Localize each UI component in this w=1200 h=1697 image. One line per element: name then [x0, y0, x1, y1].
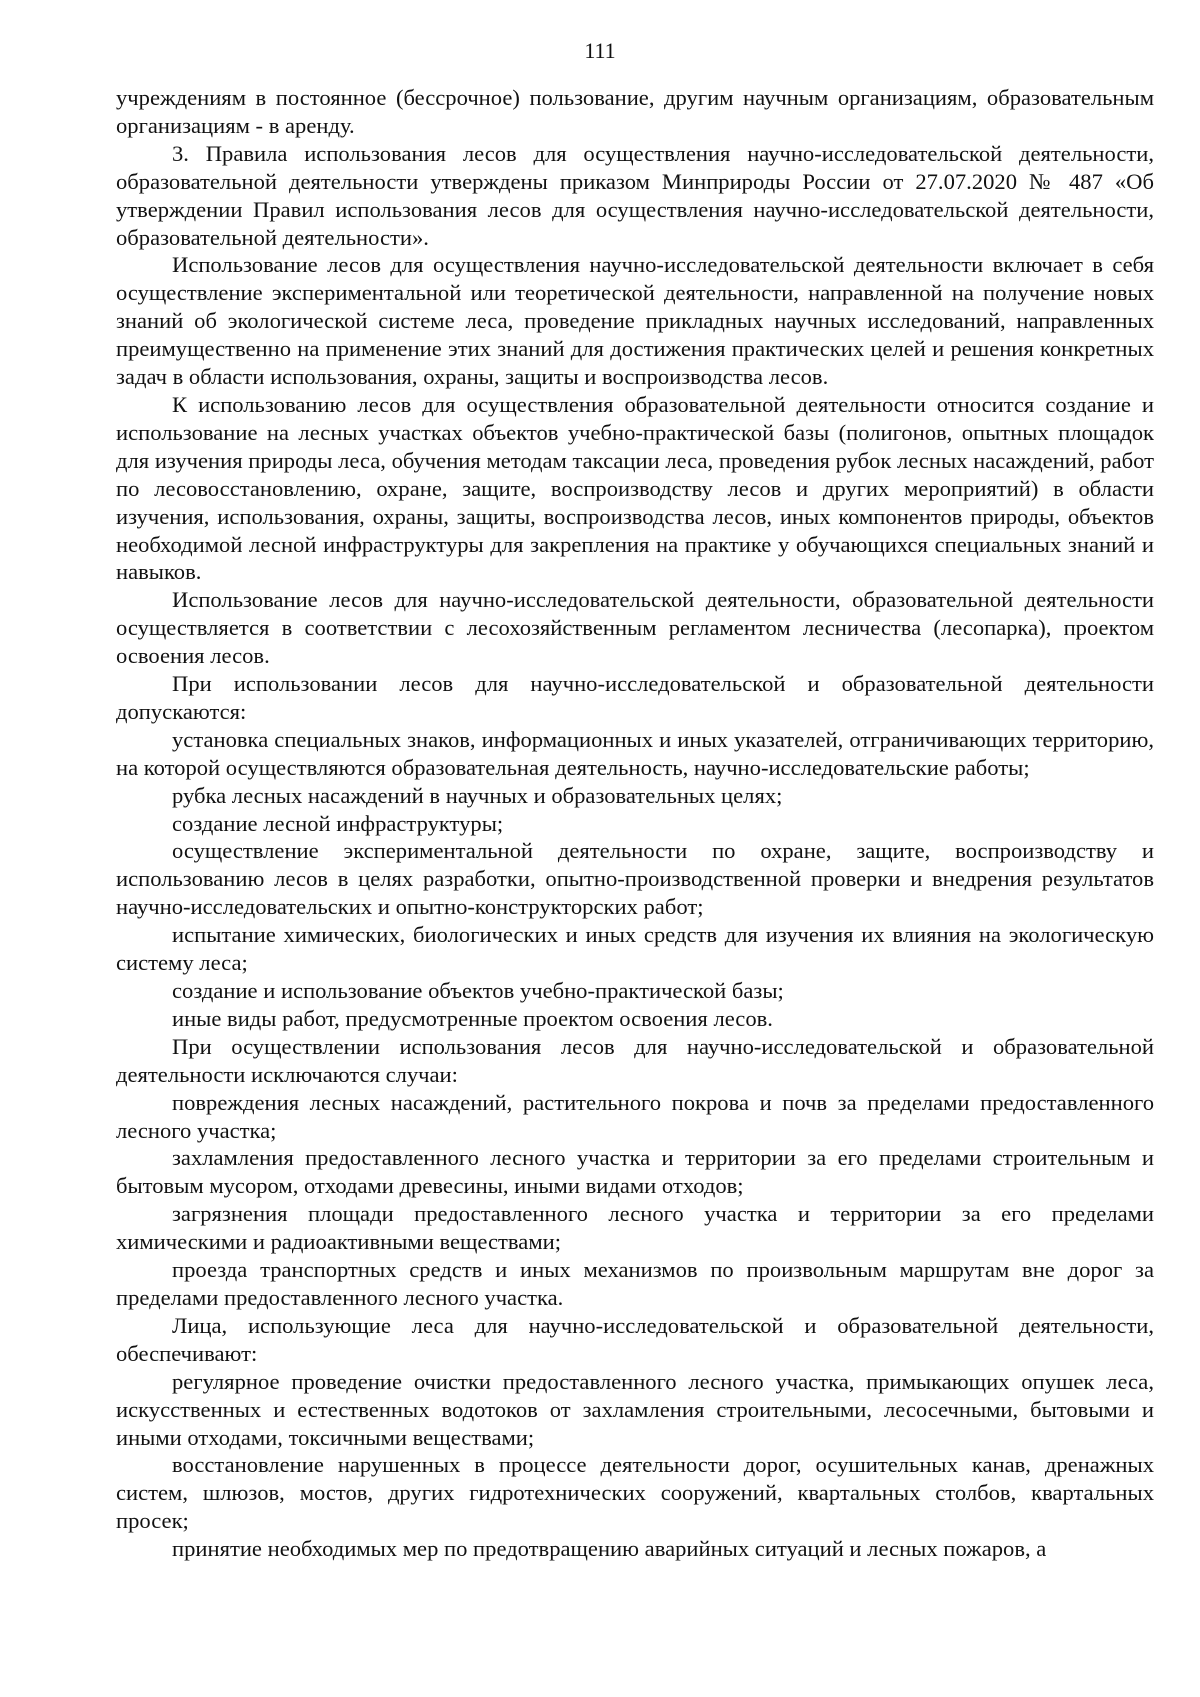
paragraph-regulations: Использование лесов для научно-исследовательской деятельности, образовательной деятельности осуществляется в соответствии с лесохозяйственным регламентом лесничества (лесопарка), проектом освоения лесов. [116, 587, 1154, 669]
list-item-obligation: принятие необходимых мер по предотвращению аварийных ситуаций и лесных пожаров, а [172, 1536, 1047, 1562]
page-number: 111 [584, 38, 616, 63]
paragraph-rules-approval: 3. Правила использования лесов для осуществления научно-исследовательской деятельности, образовательной деятельности утверждены приказом Минприроды России от 27.07.2020 № 487 «Об утверждении Правил использования лесов для осуществления научно-исследовательской деятельности, образовательной деятельности». [116, 140, 1154, 250]
paragraph-obligations-intro: Лица, использующие леса для научно-исследовательской и образовательной деятельности, обеспечивают: [116, 1312, 1154, 1366]
list-item-allowed: испытание химических, биологических и иных средств для изучения их влияния на экологическую систему леса; [116, 922, 1154, 976]
paragraph-educational-use: К использованию лесов для осуществления образовательной деятельности относится создание и использование на лесных участках объектов учебно-практической базы (полигонов, опытных площадок для изучения природы леса, обучения методам таксации леса, проведения рубок лесных насаждений, работ по лесовосстановлению, охране, защите, воспроизводству лесов и других мероприятий) в области изучения, использования, охраны, защиты, воспроизводства лесов, иных компонентов природы, объектов необходимой лесной инфраструктуры для закрепления на практике у обучающихся специальных знаний и навыков. [116, 391, 1154, 585]
list-item-allowed: иные виды работ, предусмотренные проектом освоения лесов. [172, 1005, 773, 1031]
document-body [116, 84, 1154, 1563]
list-item-allowed: создание и использование объектов учебно-практической базы; [172, 978, 784, 1003]
list-item-excluded: захламления предоставленного лесного участка и территории за его пределами строительным и бытовым мусором, отходами древесины, иными видами отходов; [116, 1145, 1154, 1199]
list-item-allowed: установка специальных знаков, информационных и иных указателей, отграничивающих территорию, на которой осуществляются образовательная деятельность, научно-исследовательские работы; [116, 726, 1154, 780]
paragraph-continuation: учреждениям в постоянное (бессрочное) пользование, другим научным организациям, образовательным организациям - в аренду. [116, 85, 1154, 138]
paragraph-excluded-intro: При осуществлении использования лесов для научно-исследовательской и образовательной деятельности исключаются случаи: [116, 1033, 1154, 1087]
list-item-allowed: осуществление экспериментальной деятельности по охране, защите, воспроизводству и использованию лесов в целях разработки, опытно-производственной проверки и внедрения результатов научно-исследовательских и опытно-конструкторских работ; [116, 838, 1154, 920]
list-item-allowed: создание лесной инфраструктуры; [172, 810, 504, 836]
list-item-excluded: повреждения лесных насаждений, растительного покрова и почв за пределами предоставленного лесного участка; [116, 1089, 1154, 1143]
list-item-excluded: проезда транспортных средств и иных механизмов по произвольным маршрутам вне дорог за пределами предоставленного лесного участка. [116, 1257, 1154, 1310]
paragraph-allowed-intro: При использовании лесов для научно-исследовательской и образовательной деятельности допускаются: [116, 671, 1154, 724]
list-item-excluded: загрязнения площади предоставленного лесного участка и территории за его пределами химическими и радиоактивными веществами; [116, 1201, 1154, 1255]
list-item-obligation: восстановление нарушенных в процессе деятельности дорог, осушительных канав, дренажных систем, шлюзов, мостов, других гидротехнических сооружений, квартальных столбов, квартальных просек; [116, 1452, 1154, 1534]
list-item-allowed: рубка лесных насаждений в научных и образовательных целях; [172, 782, 783, 808]
list-item-obligation: регулярное проведение очистки предоставленного лесного участка, примыкающих опушек леса, искусственных и естественных водотоков от захламления строительными, лесосечными, бытовыми и иными отходами, токсичными веществами; [116, 1368, 1154, 1450]
paragraph-research-use: Использование лесов для осуществления научно-исследовательской деятельности включает в себя осуществление экспериментальной или теоретической деятельности, направленной на получение новых знаний об экологической системе леса, проведение прикладных научных исследований, направленных преимущественно на применение этих знаний для достижения практических целей и решения конкретных задач в области использования, охраны, защиты и воспроизводства лесов. [116, 252, 1154, 390]
